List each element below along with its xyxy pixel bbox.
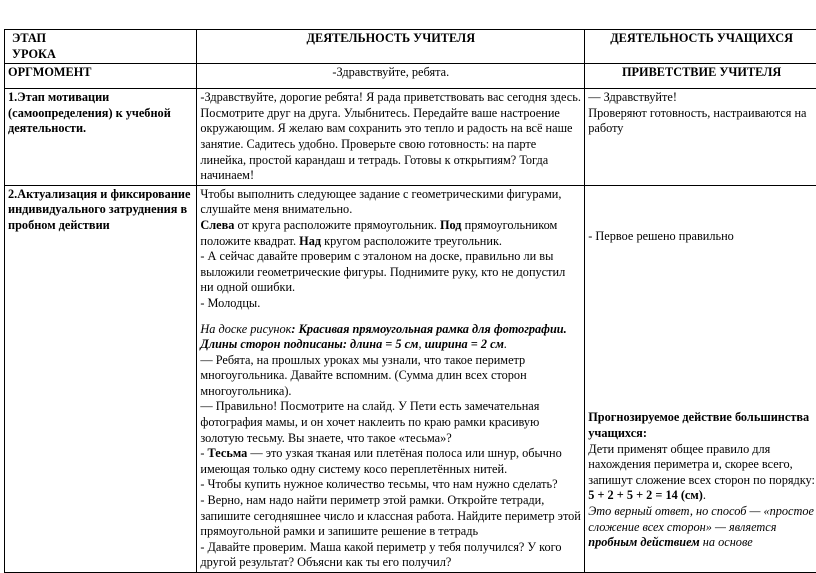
student-first-correct: - Первое решено правильно xyxy=(588,229,815,245)
student-greeting: ПРИВЕТСТВИЕ УЧИТЕЛЯ xyxy=(585,64,816,89)
header-row xyxy=(5,30,816,64)
teacher-slide-story: — Правильно! Посмотрите на слайд. У Пети есть замечательная фотография мамы, и он хочет наклеить по краю рамки красивую золотую тесьму. Вы знаете, что такое «тесьма»? xyxy=(200,399,581,446)
student-motivation-cell xyxy=(585,89,816,186)
predicted-action-title: Прогнозируемое действие большинства учащихся: xyxy=(588,410,815,441)
teacher-perimeter-recall: — Ребята, на прошлых уроках мы узнали, что такое периметр многоугольника. Давайте вспомним. (Сумма длин всех сторон многоугольника). xyxy=(200,353,581,400)
tesma-definition: - Тесьма — это узкая тканая или плетёная полоса или шнур, обычно имеющая только одну систему косо переплетённых нитей. xyxy=(200,446,581,477)
table-row xyxy=(5,64,816,89)
board-picture-description: На доске рисунок: Красивая прямоугольная рамка для фотографии. Длины сторон подписаны: длина = 5 см, ширина = 2 см. xyxy=(200,322,581,353)
student-readiness: Проверяют готовность, настраиваются на работу xyxy=(588,106,815,137)
teacher-greeting: -Здравствуйте, ребята. xyxy=(197,64,585,89)
lesson-plan-table xyxy=(4,29,816,573)
teacher-question-buy: - Чтобы купить нужное количество тесьмы, что нам нужно сделать? xyxy=(200,477,581,493)
teacher-praise: - Молодцы. xyxy=(200,296,581,312)
teacher-notebook-task: - Верно, нам надо найти периметр этой рамки. Откройте тетради, запишите сегодняшнее число и классная работа. Найдите периметр этой прямоугольной рамки и запишите решение в тетрадь xyxy=(200,493,581,540)
trial-action-note: Это верный ответ, но способ — «простое сложение всех сторон» — является пробным действием на основе xyxy=(588,504,815,551)
teacher-actualization-cell xyxy=(197,185,585,572)
table-row xyxy=(5,89,816,186)
header-teacher-activity: ДЕЯТЕЛЬНОСТЬ УЧИТЕЛЯ xyxy=(197,30,585,64)
stage-actualization: 2.Актуализация и фиксирование индивидуального затруднения в пробном действии xyxy=(5,185,197,572)
student-hello: — Здравствуйте! xyxy=(588,90,815,106)
perimeter-sum: 5 + 2 + 5 + 2 = 14 (см). xyxy=(588,488,815,504)
header-stage: ЭТАП УРОКА xyxy=(5,30,197,64)
teacher-instruction-intro: Чтобы выполнить следующее задание с геометрическими фигурами, слушайте меня внимательно. xyxy=(200,187,581,218)
stage-motivation: 1.Этап мотивации (самоопределения) к учебной деятельности. xyxy=(5,89,197,186)
teacher-check-standard: - А сейчас давайте проверим с эталоном на доске, правильно ли вы выложили геометрические фигуры. Поднимите руку, кто не допустил ни одной ошибки. xyxy=(200,249,581,296)
header-student-activity: ДЕЯТЕЛЬНОСТЬ УЧАЩИХСЯ xyxy=(585,30,816,64)
student-actualization-cell xyxy=(585,185,816,572)
predicted-action-text: Дети применят общее правило для нахождения периметра и, скорее всего, запишут сложение всех сторон по порядку: xyxy=(588,442,815,489)
stage-orgmoment: ОРГМОМЕНТ xyxy=(5,64,197,89)
lesson-plan-sheet xyxy=(4,29,816,573)
table-row xyxy=(5,185,816,572)
teacher-shape-task: Слева от круга расположите прямоугольник. Под прямоугольником положите квадрат. Над кругом расположите треугольник. xyxy=(200,218,581,249)
teacher-motivation-text: -Здравствуйте, дорогие ребята! Я рада приветствовать вас сегодня здесь. Посмотрите друг на друга. Улыбнитесь. Передайте ваше настроение окружающим. Я желаю вам сохранить это тепло и радость на всё наше занятие. Садитесь удобно. Проверьте свою готовность: на парте линейка, простой карандаш и тетрадь. Готовы к открытиям? Тогда начинаем! xyxy=(197,89,585,186)
teacher-check-result: - Давайте проверим. Маша какой периметр у тебя получился? У кого другой результат? Объясни как ты его получил? xyxy=(200,540,581,571)
